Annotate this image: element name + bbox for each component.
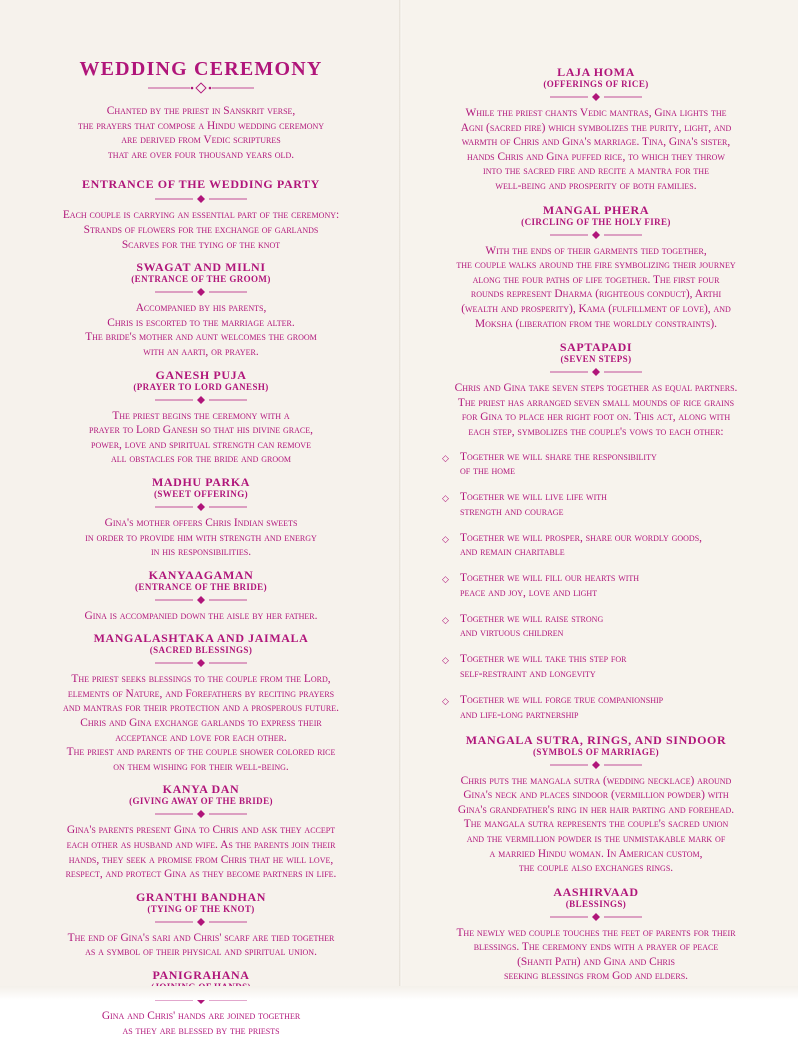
section-subtitle: (SWEET OFFERING)	[154, 488, 248, 499]
vow-text: Together we will live life with strength and courage	[460, 491, 607, 518]
vow-item	[438, 450, 774, 479]
section-text: The priest begins the ceremony with a prayer to Lord Ganesh so that his divine grace, power, love and spiritual strength can remove all obstacles for the bride and groom	[89, 409, 313, 466]
section-title: GANESH PUJA	[155, 367, 247, 382]
flourish-divider-icon	[548, 911, 644, 923]
section-text: Accompanied by his parents, Chris is escorted to the marriage alter. The bride's mother and aunt welcomes the groom with an aarti, or prayer.	[85, 302, 317, 358]
diamond-bullet-icon: ◇	[442, 574, 449, 585]
section-text: The priest seeks blessings to the couple from the Lord, elements of Nature, and Forefathers by reciting prayers and mantras for their protection and a prosperous future. Chris and Gina exchange garlands to express their acceptance and love for each other. The priest and parents of the couple shower colored rice on them wishing for their well-being.	[63, 673, 339, 773]
flourish-divider-icon	[153, 193, 249, 205]
section-title: MANGALA SUTRA, RINGS, AND SINDOOR	[465, 732, 727, 747]
section-subtitle: (SACRED BLESSINGS)	[149, 645, 253, 656]
ceremony-section	[22, 969, 380, 1038]
section-title: AASHIRVAAD	[553, 884, 639, 899]
section-subtitle: (OFFERINGS OF RICE)	[543, 79, 649, 89]
vow-item	[438, 693, 774, 722]
section-title: LAJA HOMA	[557, 65, 635, 79]
vow-text: Together we will forge true companionship and life-long partnership	[460, 693, 664, 721]
section-text: Gina is accompanied down the aisle by her father.	[84, 609, 318, 622]
flourish-divider-icon	[153, 916, 249, 928]
ceremony-header	[22, 58, 380, 162]
section-subtitle: (TYING OF THE KNOT)	[147, 903, 255, 914]
section-subtitle: (GIVING AWAY OF THE BRIDE)	[129, 796, 273, 807]
section-mangal-phera	[418, 204, 774, 332]
diamond-bullet-icon: ◇	[442, 614, 449, 625]
vow-item	[438, 652, 774, 681]
flourish-divider-icon	[153, 594, 249, 606]
section-title: ENTRANCE OF THE WEDDING PARTY	[82, 177, 320, 192]
section-laja-homa	[418, 66, 774, 194]
section-text: The end of Gina's sari and Chris' scarf are tied together as a symbol of their physical and spiritual union.	[67, 931, 335, 959]
vow-item	[438, 571, 774, 600]
ceremony-section	[22, 178, 380, 252]
vows-list	[438, 450, 774, 723]
ceremony-section	[22, 632, 380, 774]
section-text: While the priest chants Vedic mantras, Gina lights the Agni (sacred fire) which symbolizes the purity, light, and warmth of Chris and Gina's marriage. Tina, Gina's sister, hands Chris and Gina puffed rice, to which they throw into the sacred fire and recite a mantra for the well-being and prosperity of both families.	[460, 107, 732, 192]
diamond-bullet-icon: ◇	[442, 695, 449, 706]
vow-item	[438, 531, 774, 560]
right-panel	[402, 0, 798, 990]
section-subtitle: (CIRCLING OF THE HOLY FIRE)	[521, 216, 671, 227]
vow-item	[438, 612, 774, 641]
intro-text: Chanted by the priest in Sanskrit verse, the prayers that compose a Hindu wedding ceremony are derived from Vedic scriptures that are over four thousand years old.	[77, 105, 325, 161]
flourish-divider-icon	[548, 229, 644, 241]
section-subtitle: (SYMBOLS OF MARRIAGE)	[532, 746, 660, 757]
section-subtitle: (ENTRANCE OF THE BRIDE)	[135, 581, 267, 592]
ceremony-section	[22, 891, 380, 960]
flourish-divider-icon	[153, 501, 249, 513]
section-mangala-sutra	[418, 734, 774, 876]
section-text: Gina and Chris' hands are joined together as they are blessed by the priests	[101, 1010, 301, 1037]
page-edge	[0, 986, 798, 1000]
section-title: KANYAAGAMAN	[148, 567, 254, 582]
ceremony-section	[22, 261, 380, 359]
diamond-bullet-icon: ◇	[442, 452, 449, 463]
section-aashirvaad	[418, 886, 774, 984]
flourish-divider-icon	[548, 759, 644, 771]
section-text: Gina's parents present Gina to Chris and ask they accept each other as husband and wife. As the parents join their hands, they seek a promise from Chris that he will love, respect, and protect Gina as they become partners in life.	[65, 824, 337, 881]
ceremony-section	[22, 369, 380, 467]
flourish-divider-icon	[153, 808, 249, 820]
section-text: With the ends of their garments tied together, the couple walks around the fire symbolizing their journey along the four paths of life together. The first four rounds represent Dharma (righteous conduct), Arthi (wealth and prosperity), Kama (fulfillment of love), and Moksha (liberation from the worldly constraints).	[456, 244, 736, 330]
vow-item	[438, 490, 774, 519]
flourish-divider-icon	[153, 394, 249, 406]
section-title: PANIGRAHANA	[152, 968, 250, 982]
section-subtitle: (ENTRANCE OF THE GROOM)	[131, 274, 271, 285]
section-title: MANGAL PHERA	[542, 202, 650, 217]
section-subtitle: (PRAYER TO LORD GANESH)	[133, 381, 269, 392]
vow-text: Together we will raise strong and virtuous children	[460, 612, 604, 640]
ceremony-section	[22, 569, 380, 624]
diamond-bullet-icon: ◇	[442, 655, 449, 666]
section-text: The newly wed couple touches the feet of parents for their blessings. The ceremony ends with a prayer of peace (Shanti Path) and Gina and Chris seeking blessings from God and elders.	[456, 926, 736, 983]
vow-text: Together we will share the responsibility of the home	[460, 450, 657, 478]
page-title: WEDDING CEREMONY	[79, 58, 323, 80]
section-text: Chris and Gina take seven steps together as equal partners. The priest has arranged seven small mounds of rice grains for Gina to place her right foot on. This act, along with each step, symbolizes the couple's vows to each other:	[454, 382, 738, 438]
section-text: Each couple is carrying an essential part of the ceremony: Strands of flowers for the exchange of garlands Scarves for the tying of the knot	[62, 209, 340, 251]
flourish-divider-icon	[153, 657, 249, 669]
section-title: MANGALASHTAKA AND JAIMALA	[93, 631, 309, 646]
section-subtitle: (BLESSINGS)	[565, 898, 627, 909]
diamond-bullet-icon: ◇	[442, 493, 449, 504]
section-subtitle: (SEVEN STEPS)	[560, 354, 632, 365]
section-saptapadi	[418, 341, 774, 439]
section-text: Chris puts the mangala sutra (wedding necklace) around Gina's neck and places sindoor (vermillion powder) with Gina's grandfather's ring in her hair parting and forehead. The mangala sutra represents the couple's sacred union and the vermillion powder is the unmistakable mark of a married Hindu woman. In American custom, the couple also exchanges rings.	[457, 774, 735, 875]
flourish-divider-icon	[548, 366, 644, 378]
flourish-divider-icon	[548, 91, 644, 103]
section-title: SWAGAT AND MILNI	[136, 260, 266, 275]
flourish-divider-icon	[153, 286, 249, 298]
diamond-bullet-icon: ◇	[442, 533, 449, 544]
section-title: KANYA DAN	[162, 782, 240, 797]
vow-text: Together we will fill our hearts with peace and joy, love and light	[460, 572, 640, 599]
vow-text: Together we will take this step for self-restraint and longevity	[460, 653, 627, 680]
ceremony-section	[22, 476, 380, 560]
section-title: SAPTAPADI	[559, 340, 633, 355]
vow-text: Together we will prosper, share our wordly goods, and remain charitable	[460, 531, 703, 559]
section-text: Gina's mother offers Chris Indian sweets in order to provide him with strength and energy in his responsibilities.	[85, 516, 317, 559]
ceremony-section	[22, 783, 380, 881]
section-title: GRANTHI BANDHAN	[135, 889, 266, 904]
flourish-divider-icon	[146, 82, 256, 94]
section-title: MADHU PARKA	[151, 474, 251, 489]
